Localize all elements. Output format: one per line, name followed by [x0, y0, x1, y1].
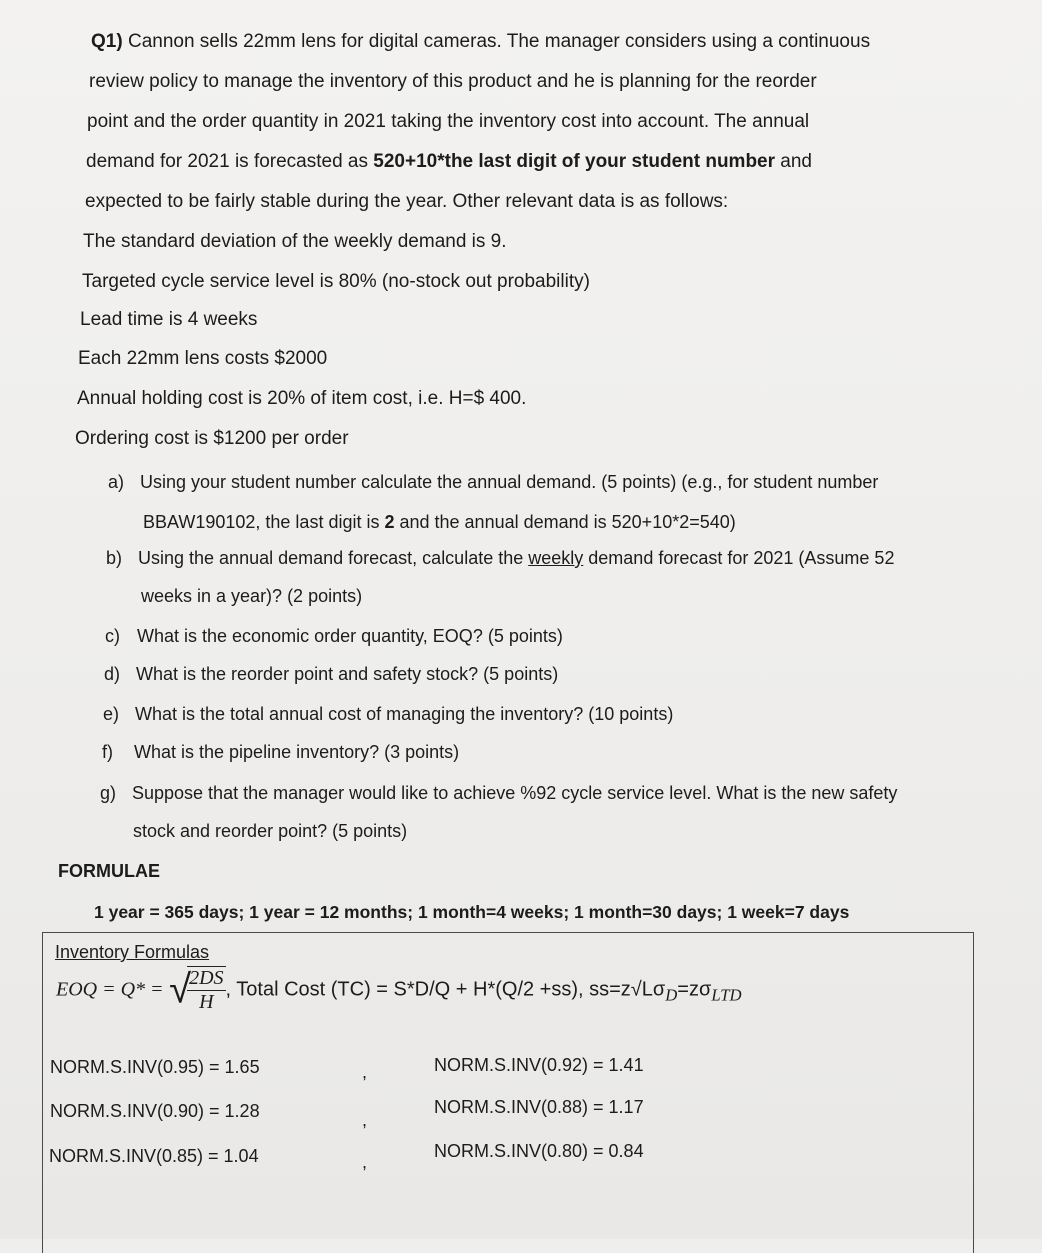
- q1-label: Q1): [91, 31, 123, 52]
- item-cost-line: Each 22mm lens costs $2000: [78, 348, 328, 369]
- comma-2: ,: [362, 1110, 368, 1130]
- comma-3: ,: [362, 1152, 368, 1172]
- question-line-4: demand for 2021 is forecasted as 520+10*the last digit of your student number and: [86, 151, 812, 172]
- question-line-1: Q1) Cannon sells 22mm lens for digital cameras. The manager considers using a continuous: [91, 31, 871, 52]
- item-f: f) What is the pipeline inventory? (3 points): [102, 742, 460, 762]
- formulae-heading: FORMULAE: [58, 861, 160, 881]
- norm-left-3: NORM.S.INV(0.85) = 1.04: [49, 1146, 259, 1166]
- norm-right-3: NORM.S.INV(0.80) = 0.84: [434, 1141, 644, 1161]
- item-a-line-2: BBAW190102, the last digit is 2 and the annual demand is 520+10*2=540): [143, 512, 736, 532]
- service-level-line: Targeted cycle service level is 80% (no-stock out probability): [82, 271, 590, 292]
- item-b-line-2: weeks in a year)? (2 points): [141, 586, 363, 606]
- norm-right-1: NORM.S.INV(0.92) = 1.41: [434, 1055, 644, 1075]
- lead-time-line: Lead time is 4 weeks: [80, 309, 258, 330]
- item-g: g) Suppose that the manager would like to achieve %92 cycle service level. What is the new safety: [100, 783, 898, 803]
- std-dev-line: The standard deviation of the weekly demand is 9.: [83, 231, 507, 252]
- item-b: b) Using the annual demand forecast, calculate the weekly demand forecast for 2021 (Assume 52: [106, 548, 895, 568]
- item-d: d) What is the reorder point and safety stock? (5 points): [104, 664, 559, 684]
- item-g-line-2: stock and reorder point? (5 points): [133, 821, 408, 841]
- question-line-3: point and the order quantity in 2021 taking the inventory cost into account. The annual: [87, 111, 810, 132]
- sqrt-icon: √: [169, 967, 192, 1012]
- question-line-5: expected to be fairly stable during the year. Other relevant data is as follows:: [85, 191, 729, 212]
- time-conversions: 1 year = 365 days; 1 year = 12 months; 1 month=4 weeks; 1 month=30 days; 1 week=7 days: [94, 902, 850, 922]
- question-line-2: review policy to manage the inventory of this product and he is planning for the reorder: [89, 71, 817, 92]
- item-a: a) Using your student number calculate the annual demand. (5 points) (e.g., for student number: [108, 472, 879, 492]
- item-c: c) What is the economic order quantity, EOQ? (5 points): [105, 626, 563, 646]
- ordering-cost-line: Ordering cost is $1200 per order: [75, 428, 349, 449]
- norm-right-2: NORM.S.INV(0.88) = 1.17: [434, 1097, 644, 1117]
- eoq-fraction: $\frac{2DS}{H}$: [189, 967, 224, 1013]
- holding-cost-line: Annual holding cost is 20% of item cost, i.e. H=$ 400.: [77, 388, 527, 409]
- norm-left-2: NORM.S.INV(0.90) = 1.28: [50, 1101, 260, 1121]
- norm-left-1: NORM.S.INV(0.95) = 1.65: [50, 1057, 260, 1077]
- eoq-formula: EOQ = Q* = √ $\frac{2DS}{H}$ , Total Cost (TC) = S*D/Q + H*(Q/2 +ss), $ss=z√L\sigma_D=z\sigma_{LTD}$: [56, 967, 742, 1013]
- comma-1: ,: [362, 1062, 368, 1082]
- inventory-formulas-heading: Inventory Formulas: [55, 942, 210, 962]
- item-e: e) What is the total annual cost of managing the inventory? (10 points): [103, 704, 674, 724]
